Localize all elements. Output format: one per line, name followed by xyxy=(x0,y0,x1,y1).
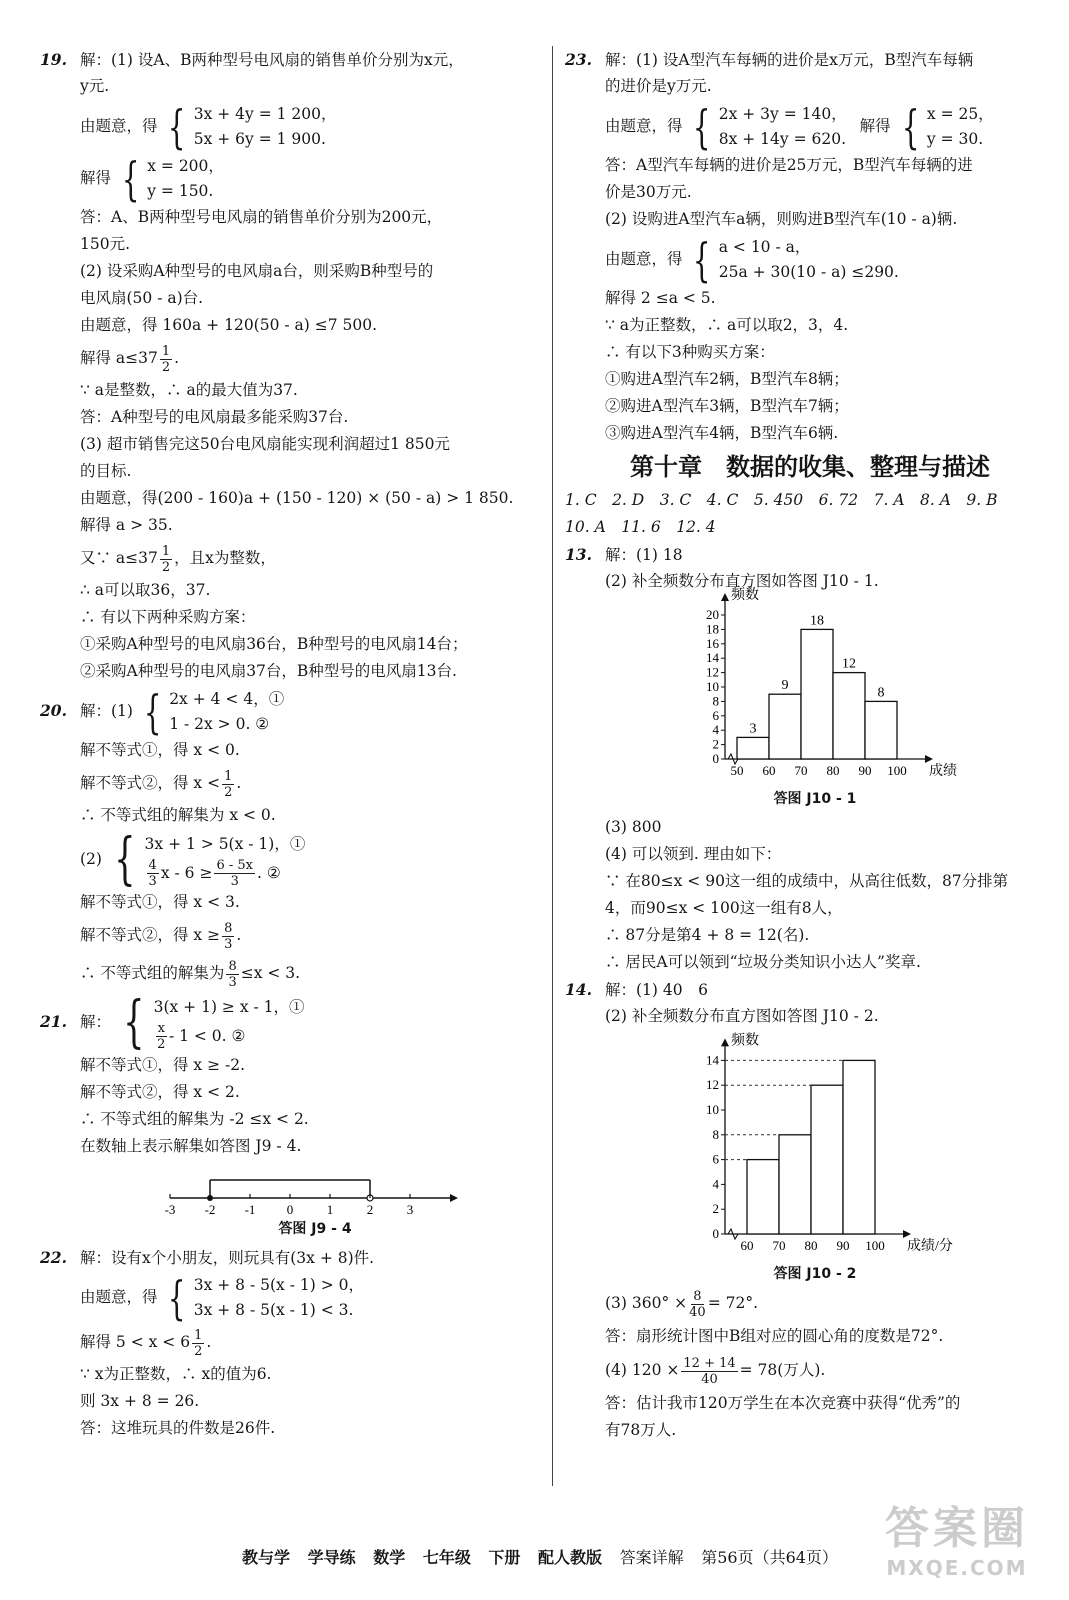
question-19 xyxy=(40,46,545,685)
y-tick-label: 16 xyxy=(706,635,719,651)
text-line: ②采购A种型号的电风扇37台，B种型号的电风扇13台. xyxy=(80,662,457,680)
text-line: 解：(1) 18 xyxy=(605,546,683,564)
axis-tick-label: 0 xyxy=(286,1202,294,1217)
text-line: (3) 360° × $\frac{8}{40}$ = 72°. xyxy=(605,1288,759,1320)
text-line: 由题意，得 160a + 120(50 - a) ≤7 500. xyxy=(80,316,378,334)
figure-caption: 答图 J10 - 1 xyxy=(773,791,857,807)
y-tick-label: 8 xyxy=(712,1126,719,1142)
text-line: 150元. xyxy=(80,235,131,253)
text-line: 解不等式①，得 x < 0. xyxy=(80,741,240,759)
text-line: ∴ 87分是第4 + 8 = 12(名). xyxy=(605,926,810,944)
text-line: 答：估计我市120万学生在本次竞赛中获得“优秀”的 xyxy=(605,1394,961,1412)
x-tick-label: 90 xyxy=(858,763,872,778)
text-line: 答：这堆玩具的件数是26件. xyxy=(80,1419,276,1437)
text-line: 答：A种型号的电风扇最多能采购37台. xyxy=(80,408,349,426)
answer-key-line: 1. C 2. D 3. C 4. C 5. 450 6. 72 7. A 8. A 9. B xyxy=(565,491,998,509)
y-axis-arrow xyxy=(721,593,729,601)
bar-data-label: 9 xyxy=(781,678,789,694)
x-tick-label: 70 xyxy=(772,1238,786,1253)
y-axis-label: 频数 xyxy=(731,588,759,603)
text-line: 解得 a≤37 $\frac{1}{2}$ . xyxy=(80,343,180,375)
text-line: 电风扇(50 - a)台. xyxy=(80,289,204,307)
question-22: 22. 解：设有x个小朋友，则玩具有(3x + 8)件. 由题意，得 { 3x + 8 - 5(x - 1) > 0， 3x + 8 - 5(x - 1) < 3. 解得 5 < x < 6 $\frac{1}{2}$ . ∵ x为正整数，∴ x的值为6. 则 3x + 8 = 26. 答：这堆玩具的件数是26件. xyxy=(40,1244,545,1442)
y-tick-label: 12 xyxy=(706,1077,719,1093)
bar-data-label: 12 xyxy=(842,656,856,672)
right-column xyxy=(565,46,1055,1444)
text-line: ∴ 不等式组的解集为 $\frac{8}{3}$ ≤x < 3. xyxy=(80,958,301,990)
text-line: 4，而90≤x < 100这一组有8人， xyxy=(605,899,843,917)
text-line: 答：A型汽车每辆的进价是25万元，B型汽车每辆的进 xyxy=(605,156,973,174)
text-line: ∵ a是整数，∴ a的最大值为37. xyxy=(80,381,298,399)
text-line: ②购进A型汽车3辆，B型汽车7辆； xyxy=(605,397,849,415)
axis-tick-label: -3 xyxy=(164,1202,176,1217)
bar-data-label: 8 xyxy=(877,685,885,701)
x-tick-label: 80 xyxy=(826,763,840,778)
text-line: ∴ 不等式组的解集为 -2 ≤x < 2. xyxy=(80,1110,309,1128)
text-line: 又∵ a≤37 $\frac{1}{2}$ ，且x为整数， xyxy=(80,543,276,575)
bar-data-label: 18 xyxy=(810,613,824,629)
text-line: ∴ 居民A可以领到“垃圾分类知识小达人”奖章. xyxy=(605,953,921,971)
left-column xyxy=(40,46,545,1442)
text-line: ∴ a可以取36，37. xyxy=(80,581,211,599)
text-line: 答：扇形统计图中B组对应的圆心角的度数是72°. xyxy=(605,1327,944,1345)
text-line: 解得 a > 35. xyxy=(80,516,173,534)
y-tick-label: 4 xyxy=(712,1176,719,1192)
histogram-bar xyxy=(769,694,801,759)
y-tick-label: 0 xyxy=(712,751,719,766)
watermark xyxy=(885,1492,1029,1580)
bar-data-label: 3 xyxy=(749,721,757,737)
histogram-bar xyxy=(801,629,833,759)
text-line: (2) 设采购A种型号的电风扇a台，则采购B种型号的 xyxy=(80,262,434,280)
question-13: 13. 解：(1) 18 (2) 补全频数分布直方图如答图 J10 - 1. 频数 成绩 0 2 4 6 8 10 12 14 16 18 20 50 60 70 80 90 100 3 9 18 12 8 答图 J10 - 1 (3) 800 (4) 可以领到. 理由如下： ∵ 在80≤x < 90这一组的成绩中，从高往低数，87分排第 4，而90≤x < 100这一组有8人， ∴ 87分是第4 + 8 = 12(名). ∴ 居民A可以领到“垃圾分类知识小达人”奖章. xyxy=(565,541,1055,976)
text-line: 价是30万元. xyxy=(605,183,692,201)
question-23: 23. 解：(1) 设A型汽车每辆的进价是x万元，B型汽车每辆 的进价是y万元. 由题意，得 { 2x + 3y = 140， 8x + 14y = 620. 解得 { x = 25， y = 30. 答：A型汽车每辆的进价是25万元，B型汽车每辆的进 价是30万元. (2) 设购进A型汽车a辆，则购进B型汽车(10 - a)辆. 由题意，得 { a < 10 - a， 25a + 30(10 - a) ≤290. 解得 2 ≤a < 5. ∵ a为正整数，∴ a可以取2，3，4. ∴ 有以下3种购买方案： ①购进A型汽车2辆，B型汽车8辆； ②购进A型汽车3辆，B型汽车7辆； ③购进A型汽车4辆，B型汽车6辆. xyxy=(565,46,1055,447)
text-line: 解：设有x个小朋友，则玩具有(3x + 8)件. xyxy=(80,1249,375,1267)
y-tick-label: 20 xyxy=(706,607,719,622)
histogram-bar xyxy=(779,1135,811,1234)
text-line: 解不等式①，得 x ≥ -2. xyxy=(80,1056,246,1074)
text-line: 由题意，得(200 - 160)a + (150 - 120) × (50 - a) > 1 850. xyxy=(80,489,514,507)
text-line: ∴ 不等式组的解集为 x < 0. xyxy=(80,806,276,824)
footer-page-number: 第56页（共64页） xyxy=(701,1548,838,1567)
text-line: ∵ a为正整数，∴ a可以取2，3，4. xyxy=(605,316,849,334)
y-axis-label: 频数 xyxy=(731,1033,759,1049)
x-tick-label: 60 xyxy=(762,763,776,778)
x-tick-label: 80 xyxy=(804,1238,818,1253)
histogram-j10-1 xyxy=(605,588,1025,784)
y-tick-label: 4 xyxy=(712,722,719,738)
question-20 xyxy=(40,685,545,992)
column-divider xyxy=(552,46,553,1486)
y-tick-label: 6 xyxy=(712,707,719,723)
text-line: 在数轴上表示解集如答图 J9 - 4. xyxy=(80,1137,302,1155)
y-tick-label: 10 xyxy=(706,1102,719,1117)
text-line: 的目标. xyxy=(80,462,132,480)
y-tick-label: 8 xyxy=(712,693,719,709)
y-tick-label: 6 xyxy=(712,1151,719,1167)
text-line: 有78万人. xyxy=(605,1421,677,1439)
text-line: 答：A、B两种型号电风扇的销售单价分别为200元， xyxy=(80,208,443,226)
histogram-bar xyxy=(737,737,769,759)
text-line: (2) 补全频数分布直方图如答图 J10 - 1. xyxy=(605,572,879,590)
x-axis-label: 成绩 xyxy=(929,764,957,779)
watermark-url: MXQE.COM xyxy=(886,1556,1028,1580)
y-tick-label: 12 xyxy=(706,664,719,680)
y-tick-label: 18 xyxy=(706,621,719,637)
text-line: 则 3x + 8 = 26. xyxy=(80,1392,200,1410)
text-line: (2) 设购进A型汽车a辆，则购进B型汽车(10 - a)辆. xyxy=(605,210,958,228)
y-tick-label: 14 xyxy=(706,1052,719,1068)
y-tick-label: 2 xyxy=(712,736,719,752)
histogram-bar xyxy=(843,1060,875,1234)
histogram-j10-2 xyxy=(605,1034,1025,1259)
axis-tick-label: 2 xyxy=(366,1202,374,1217)
histogram-bar xyxy=(865,701,897,759)
axis-tick-label: 1 xyxy=(326,1202,334,1217)
footer-subject: 数学 xyxy=(373,1548,406,1567)
y-tick-label: 10 xyxy=(706,679,719,694)
x-tick-label: 90 xyxy=(836,1238,850,1253)
equation-system: 由题意，得 { 2x + 3y = 140， 8x + 14y = 620. 解得 { x = 25， y = 30. xyxy=(605,100,994,154)
text-line: ③购进A型汽车4辆，B型汽车6辆. xyxy=(605,424,839,442)
axis-tick-label: -1 xyxy=(244,1202,256,1217)
axis-arrow xyxy=(450,1194,458,1202)
text-line: 解得 2 ≤a < 5. xyxy=(605,289,716,307)
text-line: (2) 补全频数分布直方图如答图 J10 - 2. xyxy=(605,1007,879,1025)
x-tick-label: 100 xyxy=(865,1238,885,1253)
solution-system: 解得 { x = 200， y = 150. xyxy=(80,152,224,206)
text-line: 解不等式②，得 x ≥ $\frac{8}{3}$ . xyxy=(80,920,242,952)
histogram-bar xyxy=(747,1160,779,1234)
text-line: (4) 可以领到. 理由如下： xyxy=(605,845,782,863)
text-line: (3) 超市销售完这50台电风扇能实现利润超过1 850元 xyxy=(80,435,450,453)
watermark-logo: 答案圈 xyxy=(885,1503,1029,1554)
equation-system: 由题意，得 { 3x + 4y = 1 200， 5x + 6y = 1 900. xyxy=(80,100,337,154)
text-line: 解得 5 < x < 6 $\frac{1}{2}$ . xyxy=(80,1327,212,1359)
question-21 xyxy=(40,992,545,1238)
text-line: 解不等式②，得 x < $\frac{1}{2}$ . xyxy=(80,768,242,800)
text-line: ①购进A型汽车2辆，B型汽车8辆； xyxy=(605,370,849,388)
footer-series: 学导练 xyxy=(307,1548,356,1567)
x-tick-label: 50 xyxy=(730,763,744,778)
figure-caption: 答图 J10 - 2 xyxy=(773,1266,857,1282)
footer-volume: 下册 xyxy=(488,1548,521,1567)
x-axis-arrow xyxy=(903,1230,911,1238)
figure-caption: 答图 J9 - 4 xyxy=(278,1221,352,1237)
x-tick-label: 100 xyxy=(887,763,907,778)
text-line: ∴ 有以下两种采购方案： xyxy=(80,608,256,626)
answer-key-line: 10. A 11. 6 12. 4 xyxy=(565,518,716,536)
inequality-system: 由题意，得 { a < 10 - a， 25a + 30(10 - a) ≤290. xyxy=(605,233,899,287)
question-14: 14. 解：(1) 40 6 (2) 补全频数分布直方图如答图 J10 - 2. 频数 成绩/分 0 2 4 6 8 10 12 14 60 70 80 90 100 答图 J10 - 2 (3) 360° × $\frac{8}{40}$ = 72°. 答：扇形统计图中B组对应的圆心角的度数是72°. (4) 120 × $\frac{12 + 14}{40}$ = 78(万人). 答：估计我市120万学生在本次竞赛中获得“优秀”的 有78万人. xyxy=(565,976,1055,1444)
text-line: 解不等式②，得 x < 2. xyxy=(80,1083,240,1101)
question-number: 19. xyxy=(40,50,67,69)
text-line: 解：(1) 40 6 xyxy=(605,981,708,999)
y-tick-label: 0 xyxy=(712,1226,719,1241)
axis-tick-label: -2 xyxy=(204,1202,216,1217)
y-tick-label: 14 xyxy=(706,650,719,666)
number-line-figure xyxy=(150,1160,480,1218)
inequality-system: 由题意，得 { 3x + 8 - 5(x - 1) > 0， 3x + 8 - 5(x - 1) < 3. xyxy=(80,1271,364,1325)
footer-grade: 七年级 xyxy=(422,1548,471,1567)
y-tick-label: 2 xyxy=(712,1201,719,1217)
chapter-title: 第十章 数据的收集、整理与描述 xyxy=(630,453,990,481)
text-line: (4) 120 × $\frac{12 + 14}{40}$ = 78(万人). xyxy=(605,1355,826,1387)
x-axis-arrow xyxy=(925,755,933,763)
text-line: 的进价是y万元. xyxy=(605,77,712,95)
x-tick-label: 60 xyxy=(740,1238,754,1253)
x-tick-label: 70 xyxy=(794,763,808,778)
inequality-system: 21. 解： { 3(x + 1) ≥ x - 1，① $\frac{x}{2}$ - 1 < 0. ② xyxy=(40,990,305,1055)
inequality-system: (2) { 3x + 1 > 5(x - 1)，① $\frac{4}{3}$ x - 6 ≥ $\frac{6 - 5x}{3}$ . ② xyxy=(80,827,306,892)
text-line: 解：(1) 设A、B两种型号电风扇的销售单价分别为x元， xyxy=(80,51,464,69)
histogram-bar xyxy=(833,673,865,759)
footer-section: 答案详解 xyxy=(619,1548,684,1567)
axis-tick-label: 3 xyxy=(406,1202,414,1217)
footer-book: 教与学 xyxy=(242,1548,291,1567)
text-line: 解不等式①，得 x < 3. xyxy=(80,893,240,911)
x-axis-label: 成绩/分 xyxy=(907,1239,953,1254)
text-line: y元. xyxy=(80,77,110,95)
text-line: ∵ 在80≤x < 90这一组的成绩中，从高往低数，87分排第 xyxy=(605,872,1009,890)
text-line: ∵ x为正整数，∴ x的值为6. xyxy=(80,1365,272,1383)
text-line: 解：(1) 设A型汽车每辆的进价是x万元，B型汽车每辆 xyxy=(605,51,974,69)
text-line: ①采购A种型号的电风扇36台，B种型号的电风扇14台； xyxy=(80,635,468,653)
inequality-system: 20. 解：(1) { 2x + 4 < 4，① 1 - 2x > 0. ② xyxy=(40,685,285,739)
text-line: (3) 800 xyxy=(605,818,662,836)
histogram-bar xyxy=(811,1085,843,1234)
y-axis-arrow xyxy=(721,1038,729,1046)
text-line: ∴ 有以下3种购买方案： xyxy=(605,343,775,361)
footer-edition: 配人教版 xyxy=(538,1548,603,1567)
